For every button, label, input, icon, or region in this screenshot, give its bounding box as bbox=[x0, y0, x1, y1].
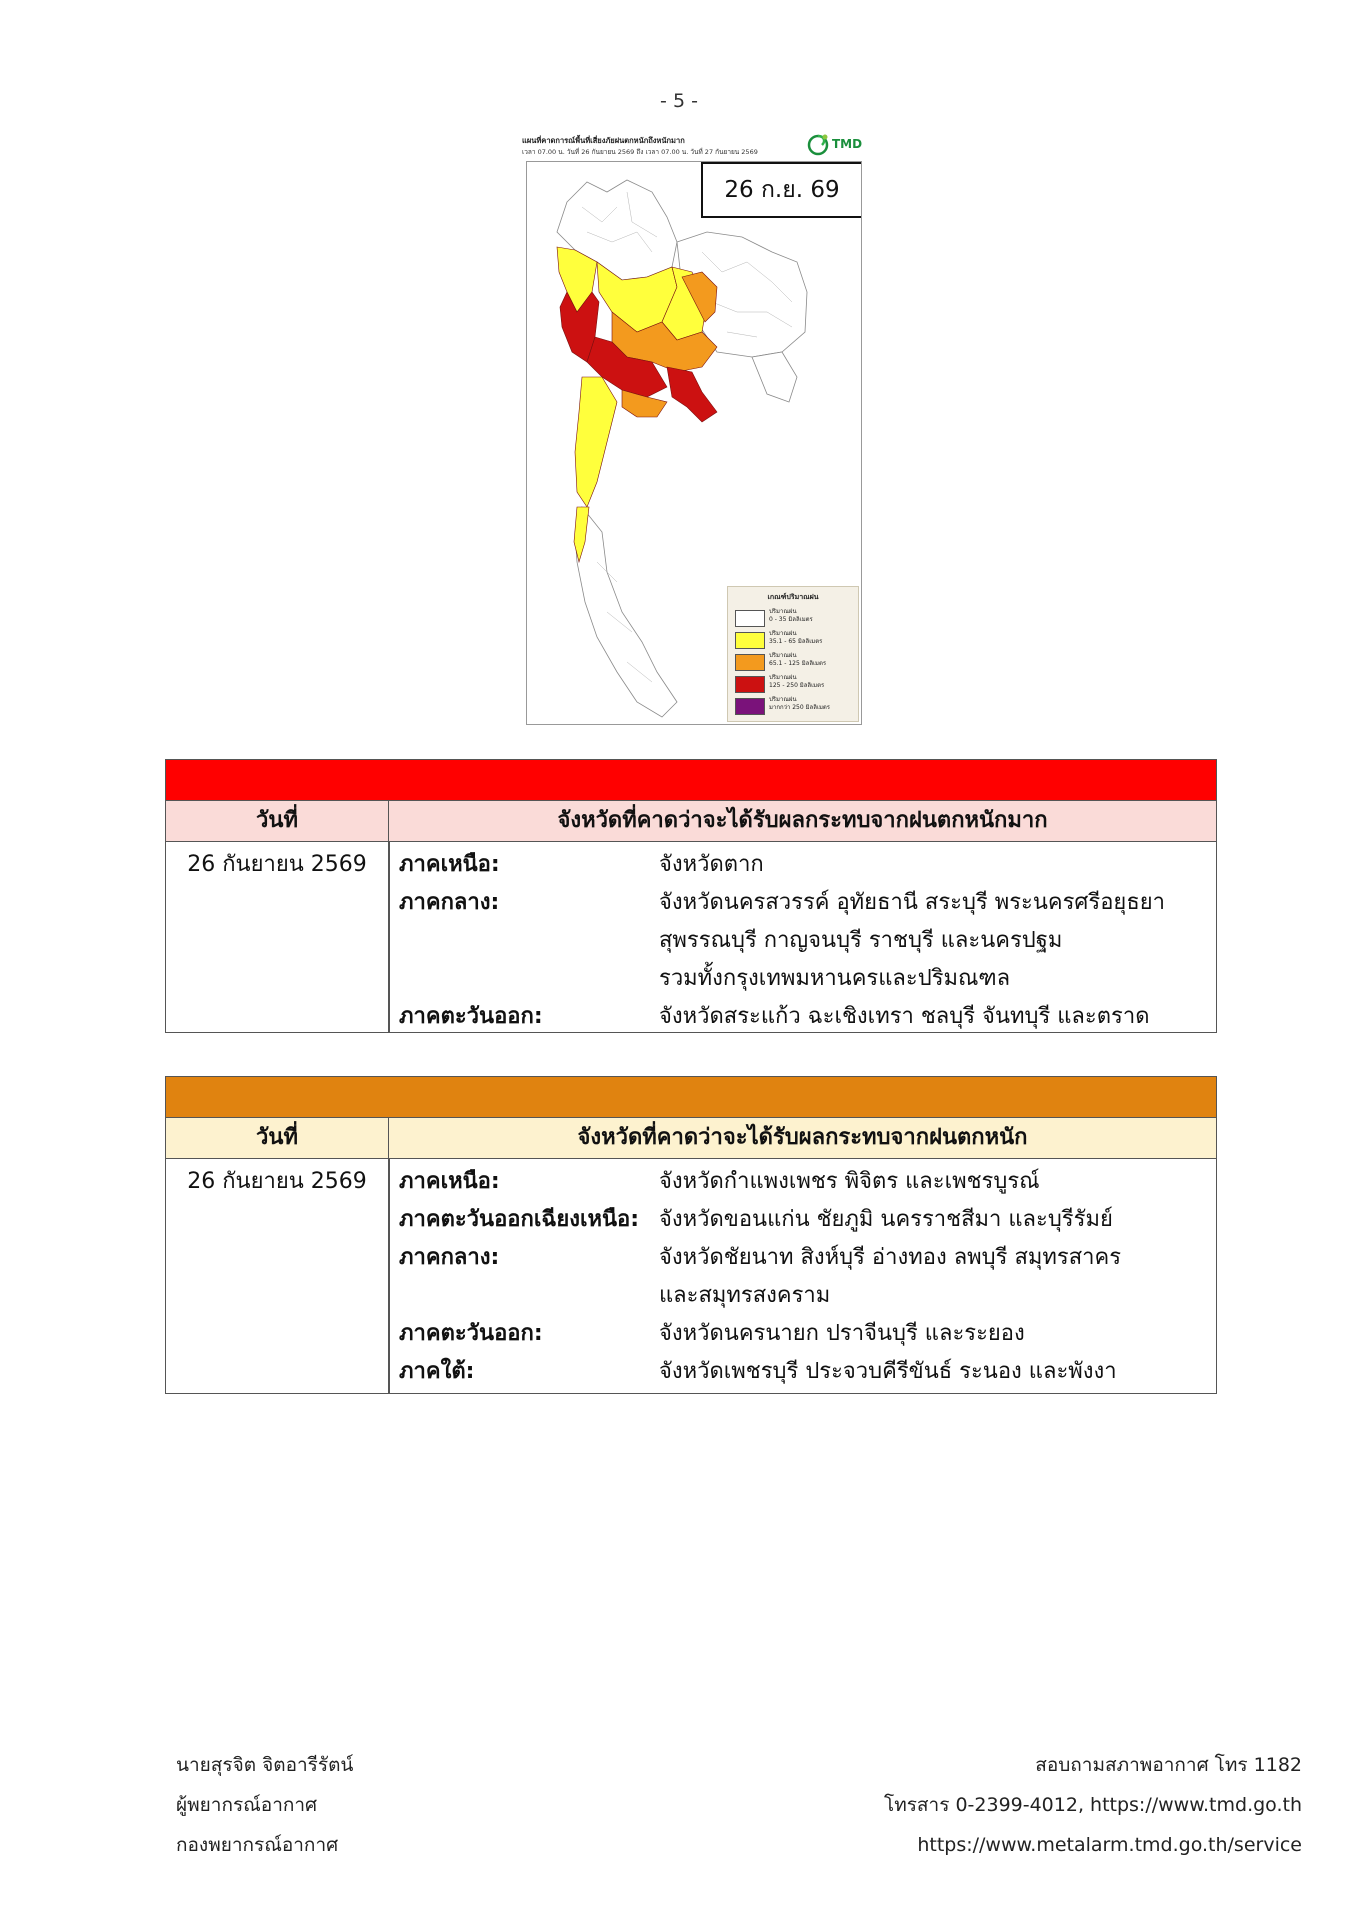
province-list: จังหวัดสระแก้ว ฉะเชิงเทรา ชลบุรี จันทบุรี และตราด bbox=[659, 1004, 1150, 1029]
department-logo-icon bbox=[804, 131, 832, 159]
table-header-row bbox=[166, 1117, 1216, 1159]
page-number: - 5 - bbox=[660, 90, 698, 112]
legend-item bbox=[735, 651, 855, 673]
contact-phone: สอบถามสภาพอากาศ โทร 1182 bbox=[1035, 1754, 1302, 1776]
forecaster-position: ผู้พยากรณ์อากาศ bbox=[176, 1794, 318, 1816]
column-divider bbox=[388, 1159, 390, 1393]
region-name: ภาคตะวันออก: bbox=[399, 1321, 543, 1346]
province-list: จังหวัดขอนแก่น ชัยภูมิ นครราชสีมา และบุรีรัมย์ bbox=[659, 1207, 1113, 1232]
map-header bbox=[522, 131, 862, 159]
forecaster-name: นายสุรจิต จิตอารีรัตน์ bbox=[176, 1754, 354, 1776]
forecast-date: 26 กันยายน 2569 bbox=[187, 852, 367, 877]
header-date: วันที่ bbox=[166, 801, 389, 841]
province-list: และสมุทรสงคราม bbox=[659, 1283, 831, 1308]
south-yellow-zone bbox=[575, 377, 617, 507]
severity-band-red bbox=[166, 760, 1216, 800]
region-name: ภาคเหนือ: bbox=[399, 1169, 500, 1194]
map-date-label: 26 ก.ย. 69 bbox=[701, 162, 862, 218]
legend-swatch-red bbox=[735, 676, 765, 693]
map-legend bbox=[727, 586, 859, 722]
region-name: ภาคตะวันออก: bbox=[399, 1004, 543, 1029]
tmd-logo-icon: TMD bbox=[832, 137, 863, 151]
legend-label: ปริมาณฝน 35.1 - 65 มิลลิเมตร bbox=[769, 630, 823, 645]
legend-swatch-purple bbox=[735, 698, 765, 715]
forecaster-signature-block bbox=[176, 1745, 353, 1865]
legend-item bbox=[735, 629, 855, 651]
region-name: ภาคกลาง: bbox=[399, 1245, 500, 1270]
legend-label: ปริมาณฝน 0 - 35 มิลลิเมตร bbox=[769, 608, 813, 623]
province-list: รวมทั้งกรุงเทพมหานครและปริมณฑล bbox=[659, 966, 1011, 991]
legend-item bbox=[735, 695, 855, 717]
region-name: ภาคกลาง: bbox=[399, 890, 500, 915]
province-list: จังหวัดนครนายก ปราจีนบุรี และระยอง bbox=[659, 1321, 1025, 1346]
province-list: จังหวัดชัยนาท สิงห์บุรี อ่างทอง ลพบุรี สมุทรสาคร bbox=[659, 1245, 1122, 1270]
region-name: ภาคใต้: bbox=[399, 1359, 475, 1384]
contact-fax-website: โทรสาร 0-2399-4012, https://www.tmd.go.th bbox=[884, 1794, 1302, 1816]
legend-label: ปริมาณฝน 65.1 - 125 มิลลิเมตร bbox=[769, 652, 827, 667]
legend-label: ปริมาณฝน 125 - 250 มิลลิเมตร bbox=[769, 674, 825, 689]
header-provinces: จังหวัดที่คาดว่าจะได้รับผลกระทบจากฝนตกหนักมาก bbox=[557, 808, 1048, 833]
legend-swatch-yellow bbox=[735, 632, 765, 649]
east-inland-shape bbox=[752, 352, 797, 402]
forecast-date: 26 กันยายน 2569 bbox=[187, 1169, 367, 1194]
map-frame bbox=[526, 161, 862, 725]
contact-block bbox=[884, 1745, 1302, 1865]
province-list: จังหวัดเพชรบุรี ประจวบคีรีขันธ์ ระนอง และพังงา bbox=[659, 1359, 1117, 1384]
legend-item bbox=[735, 607, 855, 629]
south-lower-shape bbox=[575, 507, 677, 717]
province-list: จังหวัดกำแพงเพชร พิจิตร และเพชรบูรณ์ bbox=[659, 1169, 1040, 1194]
legend-swatch-orange bbox=[735, 654, 765, 671]
map-title: แผนที่คาดการณ์พื้นที่เสี่ยงภัยฝนตกหนักถึงหนักมาก bbox=[522, 136, 685, 145]
column-divider bbox=[388, 842, 390, 1032]
table-header-row bbox=[166, 800, 1216, 842]
legend-swatch-white bbox=[735, 610, 765, 627]
province-list: สุพรรณบุรี กาญจนบุรี ราชบุรี และนครปฐม bbox=[659, 928, 1063, 953]
legend-title: เกณฑ์ปริมาณฝน bbox=[767, 593, 819, 601]
legend-label: ปริมาณฝน มากกว่า 250 มิลลิเมตร bbox=[769, 696, 831, 711]
forecaster-division: กองพยากรณ์อากาศ bbox=[176, 1834, 339, 1856]
header-date: วันที่ bbox=[166, 1118, 389, 1158]
province-list: จังหวัดตาก bbox=[659, 852, 764, 877]
very-heavy-rain-table bbox=[165, 759, 1217, 1033]
region-name: ภาคเหนือ: bbox=[399, 852, 500, 877]
province-list: จังหวัดนครสวรรค์ อุทัยธานี สระบุรี พระนครศรีอยุธยา bbox=[659, 890, 1165, 915]
heavy-rain-table bbox=[165, 1076, 1217, 1394]
contact-metalarm-link[interactable]: https://www.metalarm.tmd.go.th/service bbox=[917, 1834, 1302, 1856]
map-subtitle: เวลา 07.00 น. วันที่ 26 กันยายน 2569 ถึง เวลา 07.00 น. วันที่ 27 กันยายน 2569 bbox=[522, 148, 758, 156]
rainfall-risk-map-figure bbox=[522, 125, 862, 725]
region-name: ภาคตะวันออกเฉียงเหนือ: bbox=[399, 1207, 640, 1232]
east-red-zone bbox=[667, 367, 717, 422]
legend-item bbox=[735, 673, 855, 695]
header-provinces: จังหวัดที่คาดว่าจะได้รับผลกระทบจากฝนตกหนัก bbox=[577, 1125, 1028, 1150]
severity-band-orange bbox=[166, 1077, 1216, 1117]
